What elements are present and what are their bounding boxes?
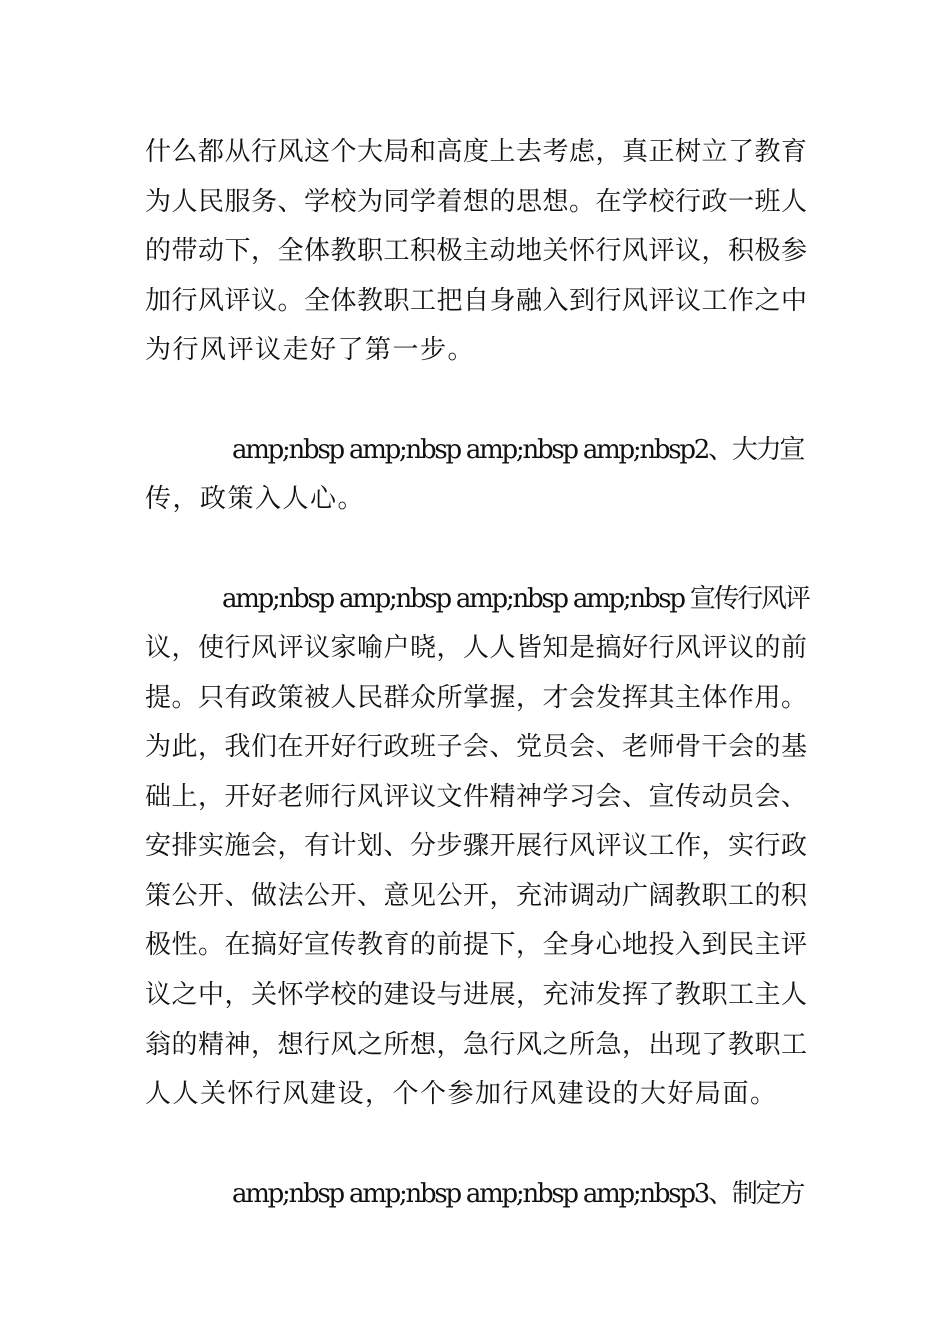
text-line: 人人关怀行风建设，个个参加行风建设的大好局面。 — [145, 1079, 778, 1109]
text-line: 传，政策入人心。 — [145, 484, 366, 514]
text-line: 提。只有政策被人民群众所掌握，才会发挥其主体作用。 — [145, 683, 808, 713]
text-line: 议，使行风评议家喻户晓，人人皆知是搞好行风评议的前 — [145, 633, 808, 663]
text-line: 策公开、做法公开、意见公开，充沛调动广阔教职工的积 — [145, 881, 808, 911]
text-line: 安排实施会，有计划、分步骤开展行风评议工作，实行政 — [145, 831, 808, 861]
text-line: 的带动下，全体教职工积极主动地关怀行风评议，积极参 — [145, 236, 808, 266]
text-line: 加行风评议。全体教职工把自身融入到行风评议工作之中 — [145, 286, 808, 316]
text-line: amp;nbsp amp;nbsp amp;nbsp amp;nbsp3、制定方 — [232, 1179, 804, 1209]
text-line: amp;nbsp amp;nbsp amp;nbsp amp;nbsp2、大力宣 — [232, 435, 804, 465]
text-line: 础上，开好老师行风评议文件精神学习会、宣传动员会、 — [145, 782, 808, 812]
text-line: 为此，我们在开好行政班子会、党员会、老师骨干会的基 — [145, 732, 808, 762]
text-line: 为人民服务、学校为同学着想的思想。在学校行政一班人 — [145, 187, 808, 217]
text-line: amp;nbsp amp;nbsp amp;nbsp amp;nbsp 宣传行风评 — [222, 584, 809, 614]
text-line: 极性。在搞好宣传教育的前提下，全身心地投入到民主评 — [145, 930, 808, 960]
text-line: 为行风评议走好了第一步。 — [145, 335, 476, 365]
text-line: 议之中，关怀学校的建设与进展，充沛发挥了教职工主人 — [145, 980, 808, 1010]
text-line: 什么都从行风这个大局和高度上去考虑，真正树立了教育 — [145, 137, 808, 167]
text-line: 翁的精神，想行风之所想，急行风之所急，出现了教职工 — [145, 1030, 808, 1060]
